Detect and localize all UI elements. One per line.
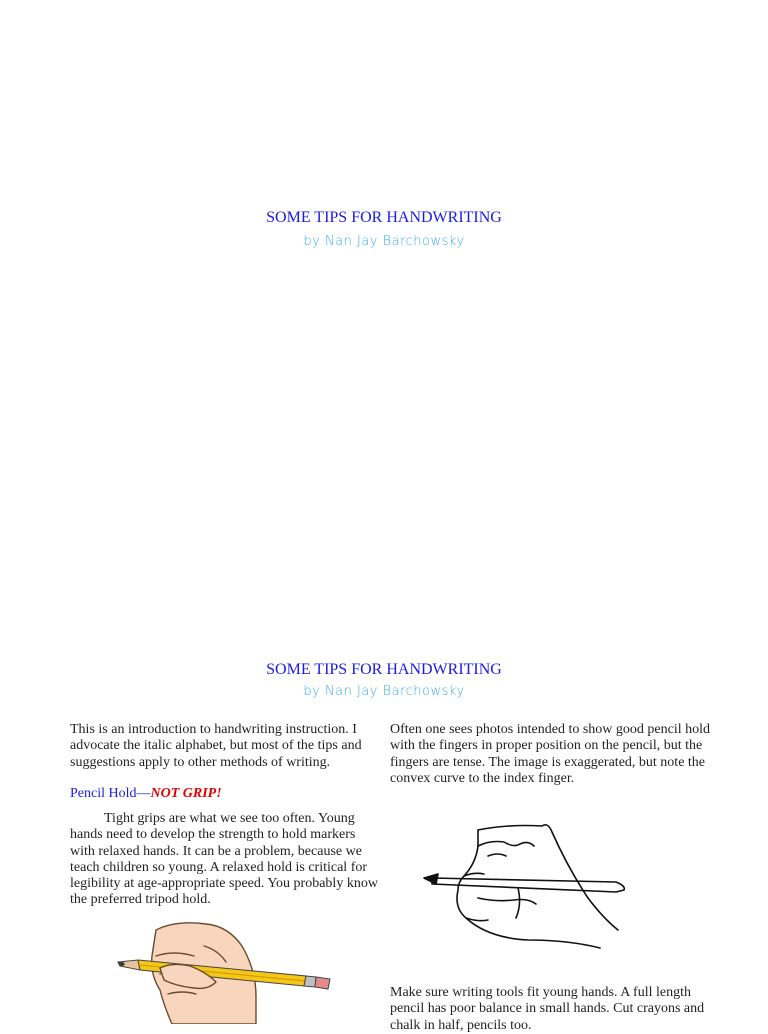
cover-byline: by Nan Jay Barchowsky bbox=[303, 234, 465, 249]
page-title: SOME TIPS FOR HANDWRITING bbox=[266, 661, 502, 678]
heading-emphasis: NOT GRIP! bbox=[150, 786, 222, 801]
pencil-hold-heading bbox=[70, 786, 222, 802]
tripod-hold-illustration bbox=[116, 916, 336, 1024]
page-byline: by Nan Jay Barchowsky bbox=[303, 684, 465, 699]
tight-grips-paragraph: Tight grips are what we see too often. Young hands need to develop the strength to hold markers with relaxed hands. It can be a problem, because we teach children so young. A relaxed hold is critical for legibility at age-appropriate speed. You probably know the preferred tripod hold. bbox=[70, 811, 378, 908]
tools-paragraph: Make sure writing tools fit young hands. A full length pencil has poor balance in small hands. Cut crayons and chalk in half, pencils too. bbox=[390, 985, 705, 1033]
intro-paragraph: This is an introduction to handwriting instruction. I advocate the italic alphabet, but most of the tips and suggestions apply to other methods of writing. bbox=[70, 722, 362, 770]
photos-paragraph: Often one sees photos intended to show good pencil hold with the fingers in proper position on the pencil, but the fingers are tense. The image is exaggerated, but note the convex curve to the index finger. bbox=[390, 722, 711, 786]
tense-hold-illustration bbox=[418, 818, 638, 958]
heading-main: Pencil Hold— bbox=[70, 786, 151, 801]
cover-title: SOME TIPS FOR HANDWRITING bbox=[266, 209, 502, 226]
